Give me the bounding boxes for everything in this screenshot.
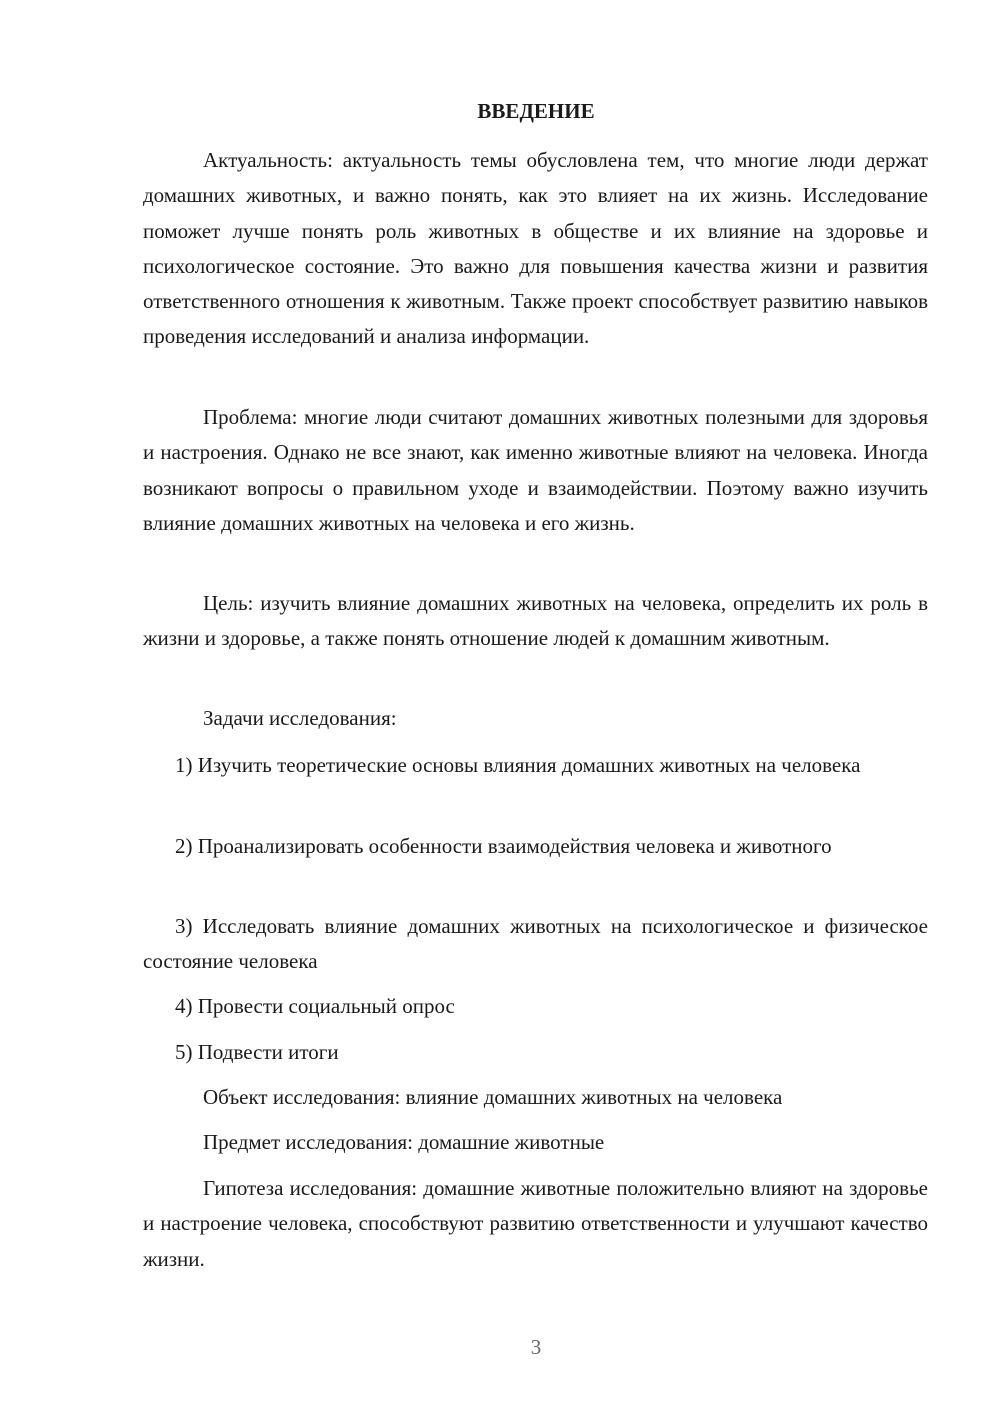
- task-item-1: 1) Изучить теоретические основы влияния домашних животных на человека: [175, 753, 861, 777]
- object-paragraph: Объект исследования: влияние домашних животных на человека: [203, 1085, 783, 1109]
- task-item-5: 5) Подвести итоги: [175, 1040, 339, 1064]
- task-item-4: 4) Провести социальный опрос: [175, 994, 455, 1018]
- page-number: 3: [530, 1335, 542, 1359]
- goal-paragraph: Цель: изучить влияние домашних животных на человека, определить их роль в жизни и здоровье, а также понять отношение людей к домашним животным.: [143, 591, 928, 651]
- hypothesis-paragraph: Гипотеза исследования: домашние животные положительно влияют на здоровье и настроение человека, способствуют развитию ответственности и улучшают качество жизни.: [143, 1176, 928, 1271]
- page-title: ВВЕДЕНИЕ: [477, 99, 595, 123]
- tasks-heading: Задачи исследования:: [203, 706, 397, 730]
- task-item-3: 3) Исследовать влияние домашних животных на психологическое и физическое состояние человека: [143, 914, 928, 974]
- subject-paragraph: Предмет исследования: домашние животные: [203, 1130, 605, 1154]
- problem-paragraph: Проблема: многие люди считают домашних животных полезными для здоровья и настроения. Однако не все знают, как именно животные влияют на человека. Иногда возникают вопросы о правильном уходе и взаимодействии. Поэтому важно изучить влияние домашних животных на человека и его жизнь.: [143, 405, 928, 535]
- task-item-2: 2) Проанализировать особенности взаимодействия человека и животного: [175, 834, 832, 858]
- relevance-paragraph: Актуальность: актуальность темы обусловлена тем, что многие люди держат домашних животных, и важно понять, как это влияет на их жизнь. Исследование поможет лучше понять роль животных в обществе и их влияние на здоровье и психологическое состояние. Это важно для повышения качества жизни и развития ответственного отношения к животным. Также проект способствует развитию навыков проведения исследований и анализа информации.: [143, 148, 928, 349]
